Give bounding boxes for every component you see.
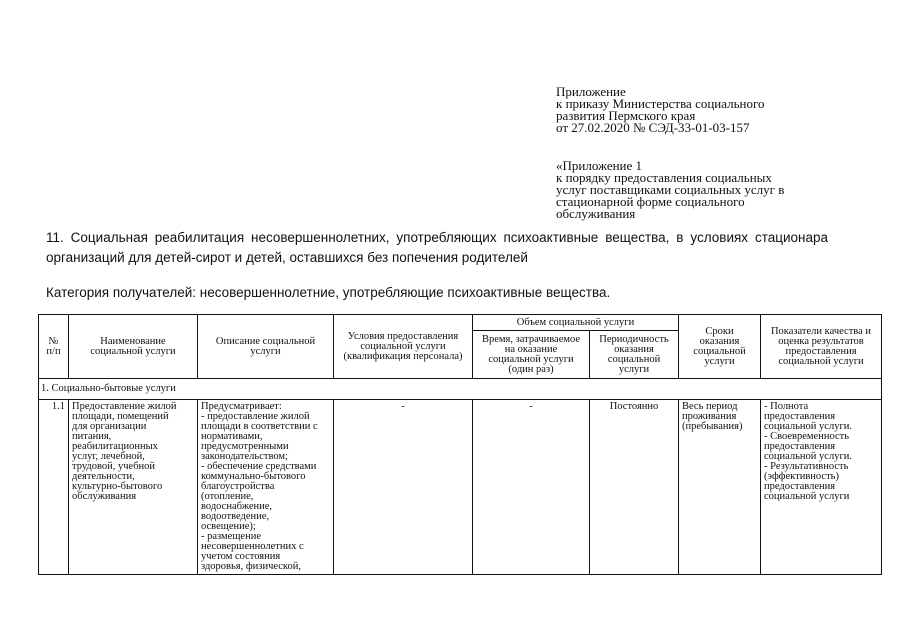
- header-service-name: Наименование социальной услуги: [69, 315, 198, 379]
- row-description: Предусматривает: - предоставление жилой площади в соответствии с нормативами, предусмотренными законодательством; - обеспечение средствами коммунально-бытового благоустройства (отопление, водоснабжение, водоотведение, освещение); - размещение несовершеннолетних с учетом состояния здоровья, физической,: [198, 400, 334, 575]
- header-terms: Сроки оказания социальной услуги: [679, 315, 761, 379]
- attachment-header: [556, 86, 856, 220]
- attachment-line: Приложение: [556, 84, 626, 99]
- header-num: № п/п: [39, 315, 69, 379]
- attachment-line: от 27.02.2020 № СЭД-33-01-03-157: [556, 120, 750, 135]
- recipient-category: Категория получателей: несовершеннолетние, употребляющие психоактивные вещества.: [46, 285, 611, 300]
- attachment-subline: услуг поставщиками социальных услуг в: [556, 182, 785, 197]
- attachment-subline: обслуживания: [556, 206, 636, 221]
- header-time: Время, затрачиваемое на оказание социальной услуги (один раз): [473, 331, 590, 379]
- row-periodicity: Постоянно: [590, 400, 679, 575]
- header-description: Описание социальной услуги: [198, 315, 334, 379]
- header-periodicity: Периодичность оказания социальной услуги: [590, 331, 679, 379]
- attachment-subline: стационарной форме социального: [556, 194, 745, 209]
- section-title: 11. Социальная реабилитация несовершеннолетних, употребляющих психоактивные вещества, в условиях стационара организаций для детей-сирот и детей, оставшихся без попечения родителей: [46, 230, 828, 265]
- services-table-wrapper: [38, 314, 882, 575]
- header-quality: Показатели качества и оценка результатов предоставления социальной услуги: [761, 315, 882, 379]
- row-service-name: Предоставление жилой площади, помещений для организации питания, реабилитационных услуг, лечебной, трудовой, учебной деятельности, культурно-бытового обслуживания: [69, 400, 198, 575]
- row-terms: Весь период проживания (пребывания): [679, 400, 761, 575]
- attachment-subline: «Приложение 1: [556, 158, 643, 173]
- row-num: 1.1: [39, 400, 69, 575]
- table-row: [39, 400, 882, 575]
- row-time: -: [473, 400, 590, 575]
- attachment-line: развития Пермского края: [556, 108, 696, 123]
- section-row-label: 1. Социально-бытовые услуги: [39, 379, 882, 400]
- header-volume: Объем социальной услуги: [473, 315, 679, 331]
- row-quality: - Полнота предоставления социальной услуги. - Своевременность предоставления социальной услуги. - Результативность (эффективность) предоставления социальной услуги: [761, 400, 882, 575]
- services-table: [38, 314, 882, 575]
- attachment-line: к приказу Министерства социального: [556, 96, 765, 111]
- header-conditions: Условия предоставления социальной услуги (квалификация персонала): [334, 315, 473, 379]
- section-row: [39, 379, 882, 400]
- attachment-subline: к порядку предоставления социальных: [556, 170, 772, 185]
- row-conditions: -: [334, 400, 473, 575]
